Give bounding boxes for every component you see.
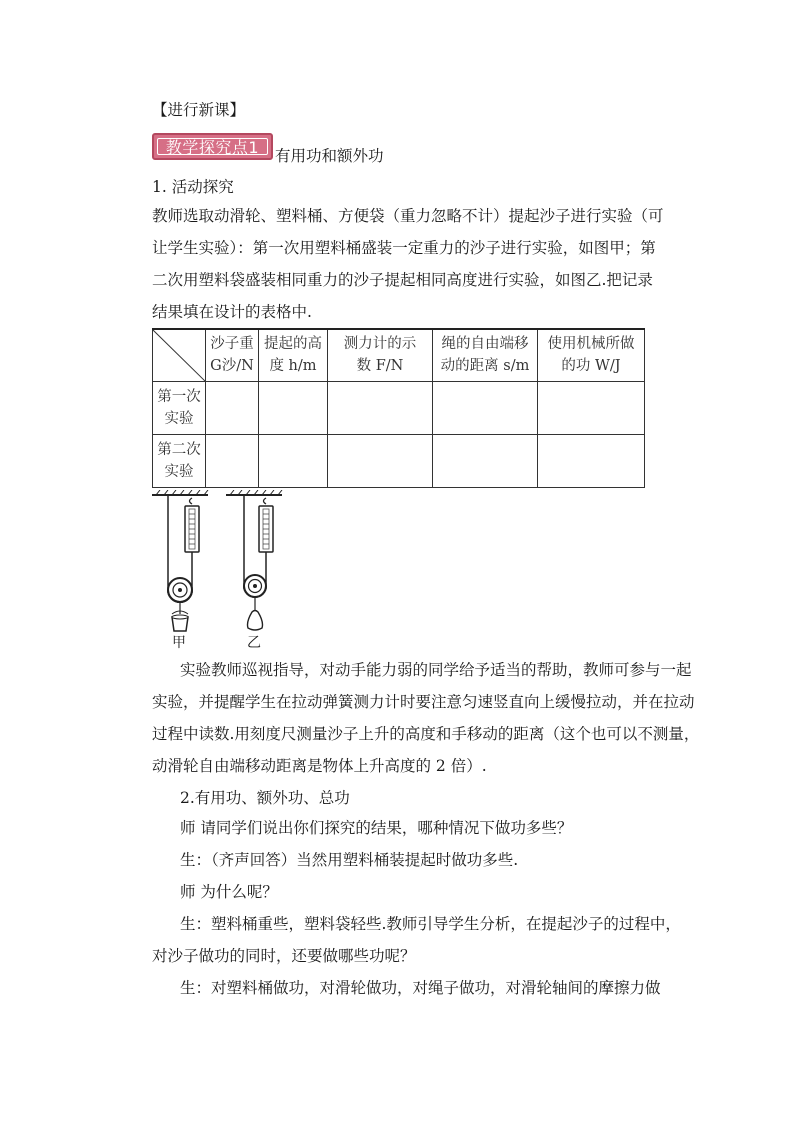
dialogue-line: 生：塑料桶重些，塑料袋轻些.教师引导学生分析，在提起沙子的过程中， [180,915,681,933]
table-cell [206,381,259,434]
experiment-table [152,328,645,488]
table-cell [206,434,259,487]
intro-line: 让学生实验）：第一次用塑料桶盛装一定重力的沙子进行实验，如图甲；第 [152,239,656,257]
table-row [153,434,645,487]
dialogue-line: 师 请同学们说出你们探究的结果，哪种情况下做功多些？ [180,819,573,837]
inquiry-point-badge [152,133,273,160]
header-cell-work: 使用机械所做 的功 W/J [538,329,645,381]
header-cell-distance: 绳的自由端移 动的距离 s/m [433,329,538,381]
diagonal-corner-cell [153,329,206,381]
pulley-apparatus-left [152,490,208,631]
header-cell-height: 提起的高 度 h/m [259,329,328,381]
row-label-first: 第一次 实验 [153,381,206,434]
guidance-line: 实验教师巡视指导，对动手能力弱的同学给予适当的帮助，教师可参与一起 [180,661,692,679]
figure-label-yi: 乙 [247,635,261,651]
guidance-line: 实验，并提醒学生在拉动弹簧测力计时要注意匀速竖直向上缓慢拉动，并在拉动 [152,693,695,711]
table-header-row [153,329,645,381]
intro-paragraph [152,200,664,328]
step1-heading: 1. 活动探究 [152,178,234,196]
table-cell [259,434,328,487]
header-cell-sand-weight: 沙子重 G沙/N [206,329,259,381]
table-cell [328,434,433,487]
row-label-second: 第二次 实验 [153,434,206,487]
pulley-figure [150,490,290,650]
table-cell [538,381,645,434]
figure-label-jia: 甲 [172,635,186,651]
header-cell-force: 测力计的示 数 F/N [328,329,433,381]
table-row [153,381,645,434]
badge-label: 教学探究点1 [157,138,268,155]
section-header: 【进行新课】 [152,101,246,119]
dialogue-line: 生：（齐声回答）当然用塑料桶装提起时做功多些. [180,851,519,869]
dialogue-line: 生：对塑料桶做功，对滑轮做功，对绳子做功，对滑轮轴间的摩擦力做 [180,979,661,997]
intro-line: 教师选取动滑轮、塑料桶、方便袋（重力忽略不计）提起沙子进行实验（可 [152,207,664,225]
guidance-paragraph [152,654,699,782]
dialogue-line: 对沙子做功的同时，还要做哪些功呢？ [152,947,416,965]
intro-line: 二次用塑料袋盛装相同重力的沙子提起相同高度进行实验，如图乙.把记录 [152,271,653,289]
guidance-line: 动滑轮自由端移动距离是物体上升高度的 2 倍）. [152,757,487,775]
table-cell [328,381,433,434]
table-cell [259,381,328,434]
dialogue-line: 师 为什么呢？ [180,883,278,901]
intro-line: 结果填在设计的表格中. [152,303,312,321]
step2-heading: 2.有用功、额外功、总功 [180,789,350,807]
diagonal-line [153,330,206,381]
table-cell [538,434,645,487]
table-cell [433,434,538,487]
pulley-apparatus-right [226,490,282,630]
guidance-line: 过程中读数.用刻度尺测量沙子上升的高度和手移动的距离（这个也可以不测量， [152,725,700,743]
badge-subtitle: 有用功和额外功 [275,147,384,165]
dialogue-section [152,812,681,1004]
table-cell [433,381,538,434]
